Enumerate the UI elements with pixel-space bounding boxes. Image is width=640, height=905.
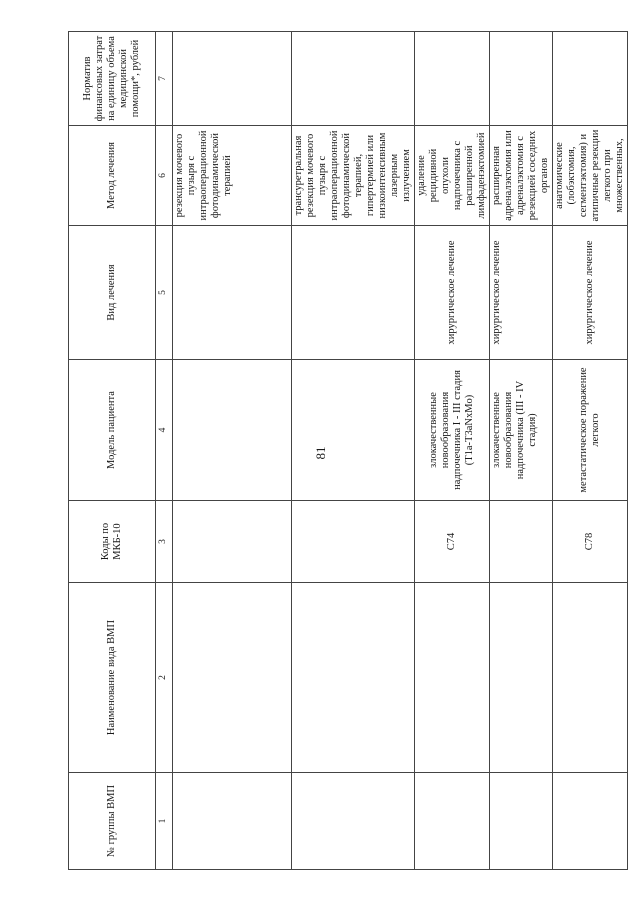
header-cell: Норматив финансовых затрат на единицу объема медицинской помощи*, рублей [69,32,156,126]
method-cell: удаление рецидивной опухоли надпочечника с расширенной лимфаденэктомией [415,126,490,226]
norm-cell [292,32,415,126]
header-cell: Коды по МКБ-10 [69,501,156,583]
table-header-row [69,32,156,870]
table-row [415,32,490,870]
column-number: 6 [156,126,173,226]
method-cell: анатомические (лобэктомия, сегментэктомия) и атипичные резекции легкого при множественных, [553,126,628,226]
name-cell [490,583,553,773]
vmp-table [68,31,628,870]
column-number-row [156,32,173,870]
treatment-type-cell [292,226,415,360]
column-number: 4 [156,360,173,501]
method-cell: резекция мочевого пузыря с интраоперационной фотодинамической терапией [173,126,292,226]
group-cell [173,773,292,870]
table-row [292,32,415,870]
codes-cell [173,501,292,583]
column-number: 2 [156,583,173,773]
model-cell: метастатическое поражение легкого [553,360,628,501]
group-cell [490,773,553,870]
norm-cell [415,32,490,126]
header-cell: Наименование вида ВМП [69,583,156,773]
group-cell [553,773,628,870]
codes-cell [490,501,553,583]
name-cell [553,583,628,773]
group-cell [415,773,490,870]
treatment-type-cell: хирургическое лечение [553,226,628,360]
page-number: 81 [313,446,328,460]
header-cell: № группы ВМП [69,773,156,870]
name-cell [292,583,415,773]
name-cell [415,583,490,773]
model-cell [173,360,292,501]
norm-cell [490,32,553,126]
column-number: 1 [156,773,173,870]
rotated-table-container [68,32,625,870]
table-row [173,32,292,870]
group-cell [292,773,415,870]
treatment-type-cell [173,226,292,360]
table-row [553,32,628,870]
codes-cell: C78 [553,501,628,583]
norm-cell [173,32,292,126]
header-cell: Вид лечения [69,226,156,360]
norm-cell [553,32,628,126]
name-cell [173,583,292,773]
table-row [490,32,553,870]
method-cell: трансуретральная резекция мочевого пузыря с интраоперационной фотодинамической терапией, гипертермией или низкоинтенсивным лазерным излучением [292,126,415,226]
treatment-type-cell: хирургическое лечение [415,226,490,360]
method-cell: расширенная адреналэктомия или адреналэктомия с резекцией соседних органов [490,126,553,226]
column-number: 7 [156,32,173,126]
model-cell [292,360,415,501]
treatment-type-cell: хирургическое лечение [490,226,553,360]
header-cell: Модель пациента [69,360,156,501]
header-cell: Метод лечения [69,126,156,226]
column-number: 3 [156,501,173,583]
model-cell: злокачественные новообразования надпочечника I - III стадия (T1a-T3aNxMo) [415,360,490,501]
model-cell: злокачественные новообразования надпочечника (III - IV стадия) [490,360,553,501]
column-number: 5 [156,226,173,360]
codes-cell [292,501,415,583]
codes-cell: C74 [415,501,490,583]
